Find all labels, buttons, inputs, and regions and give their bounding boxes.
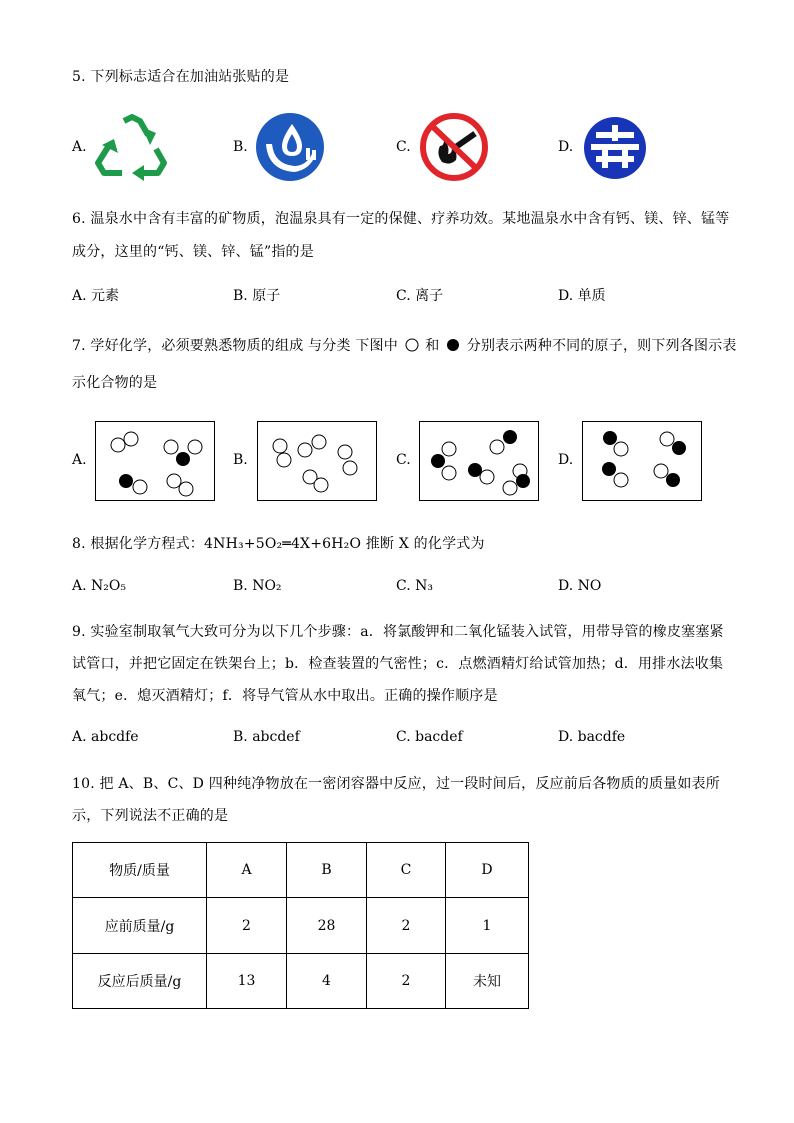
q6-option-a: A. 元素: [72, 288, 120, 304]
table-header-cell: 物质/质量: [73, 843, 207, 898]
no-fire-icon: [418, 112, 490, 186]
q9-stem-line3: 氧气；e．熄灭酒精灯；f．将导气管从水中取出。正确的操作顺序是: [72, 688, 498, 704]
q7-diagram-c: [419, 421, 539, 501]
q9-stem-line1: 9. 实验室制取氧气大致可分为以下几个步骤：a．将氯酸钾和二氧化锰装入试管，用带导管的橡皮塞塞紧: [72, 624, 724, 640]
q5-option-c-label: C.: [396, 139, 411, 155]
table-row: [73, 898, 529, 954]
q7-stem-line1: [72, 335, 737, 355]
q9-option-d: D. bacdfe: [558, 729, 626, 745]
black-atom-icon: [446, 338, 460, 352]
recycle-icon: [94, 113, 170, 185]
q6-option-b: B. 原子: [233, 288, 281, 304]
mass-table: [72, 842, 529, 1009]
water-saving-icon: [254, 112, 326, 186]
q8-option-c: C. N₃: [396, 578, 433, 594]
q7-stem-part2: 和: [425, 338, 440, 354]
table-cell: 2: [207, 898, 287, 954]
q7-option-d-label: D.: [558, 452, 574, 468]
q5-stem: 5. 下列标志适合在加油站张贴的是: [72, 69, 290, 85]
table-cell: 未知: [446, 954, 529, 1009]
q7-option-b-label: B.: [233, 452, 248, 468]
q8-option-b: B. NO₂: [233, 578, 282, 594]
table-header-cell: D: [446, 843, 529, 898]
q6-stem-line1: 6. 温泉水中含有丰富的矿物质，泡温泉具有一定的保健、疗养功效。某地温泉水中含有钙、镁、锌、锰等: [72, 211, 730, 227]
table-cell: 1: [446, 898, 529, 954]
q7-option-c-label: C.: [396, 452, 411, 468]
table-header-cell: A: [207, 843, 287, 898]
q7-option-a-label: A.: [72, 452, 87, 468]
table-row: [73, 954, 529, 1009]
table-cell: 反应后质量/g: [73, 954, 207, 1009]
table-header-row: [73, 843, 529, 898]
q5-option-b-label: B.: [233, 139, 248, 155]
q9-option-b: B. abcdef: [233, 729, 300, 745]
logo-icon: [582, 115, 648, 185]
table-cell: 2: [367, 898, 446, 954]
table-cell: 应前质量/g: [73, 898, 207, 954]
q10-stem-line1: 10. 把 A、B、C、D 四种纯净物放在一密闭容器中反应，过一段时间后，反应前后各物质的质量如表所: [72, 776, 720, 792]
q6-option-c: C. 离子: [396, 288, 444, 304]
table-cell: 28: [287, 898, 367, 954]
q9-option-c: C. bacdef: [396, 729, 463, 745]
q6-stem-line2: 成分，这里的“钙、镁、锌、锰”指的是: [72, 244, 314, 260]
white-atom-icon: [405, 338, 419, 352]
q7-diagram-a: [95, 421, 215, 501]
q6-option-d: D. 单质: [558, 288, 606, 304]
table-cell: 4: [287, 954, 367, 1009]
q5-option-d-label: D.: [558, 139, 574, 155]
q9-option-a: A. abcdfe: [72, 729, 139, 745]
q8-option-a: A. N₂O₅: [72, 578, 126, 594]
q9-stem-line2: 试管口，并把它固定在铁架台上；b．检查装置的气密性；c．点燃酒精灯给试管加热；d．用排水法收集: [72, 656, 724, 672]
table-header-cell: C: [367, 843, 446, 898]
q7-stem-part3: 分别表示两种不同的原子，则下列各图示表: [466, 338, 737, 354]
q7-stem-line2: 示化合物的是: [72, 375, 158, 391]
q7-diagram-d: [582, 421, 702, 501]
q7-stem-part1: 7. 学好化学，必须要熟悉物质的组成 与分类 下图中: [72, 338, 398, 354]
q8-stem: 8. 根据化学方程式：4NH₃+5O₂═4X+6H₂O 推断 X 的化学式为: [72, 536, 485, 552]
table-cell: 13: [207, 954, 287, 1009]
table-header-cell: B: [287, 843, 367, 898]
q10-stem-line2: 示，下列说法不正确的是: [72, 808, 229, 824]
q5-option-a-label: A.: [72, 139, 87, 155]
q8-option-d: D. NO: [558, 578, 602, 594]
table-cell: 2: [367, 954, 446, 1009]
q7-diagram-b: [257, 421, 377, 501]
